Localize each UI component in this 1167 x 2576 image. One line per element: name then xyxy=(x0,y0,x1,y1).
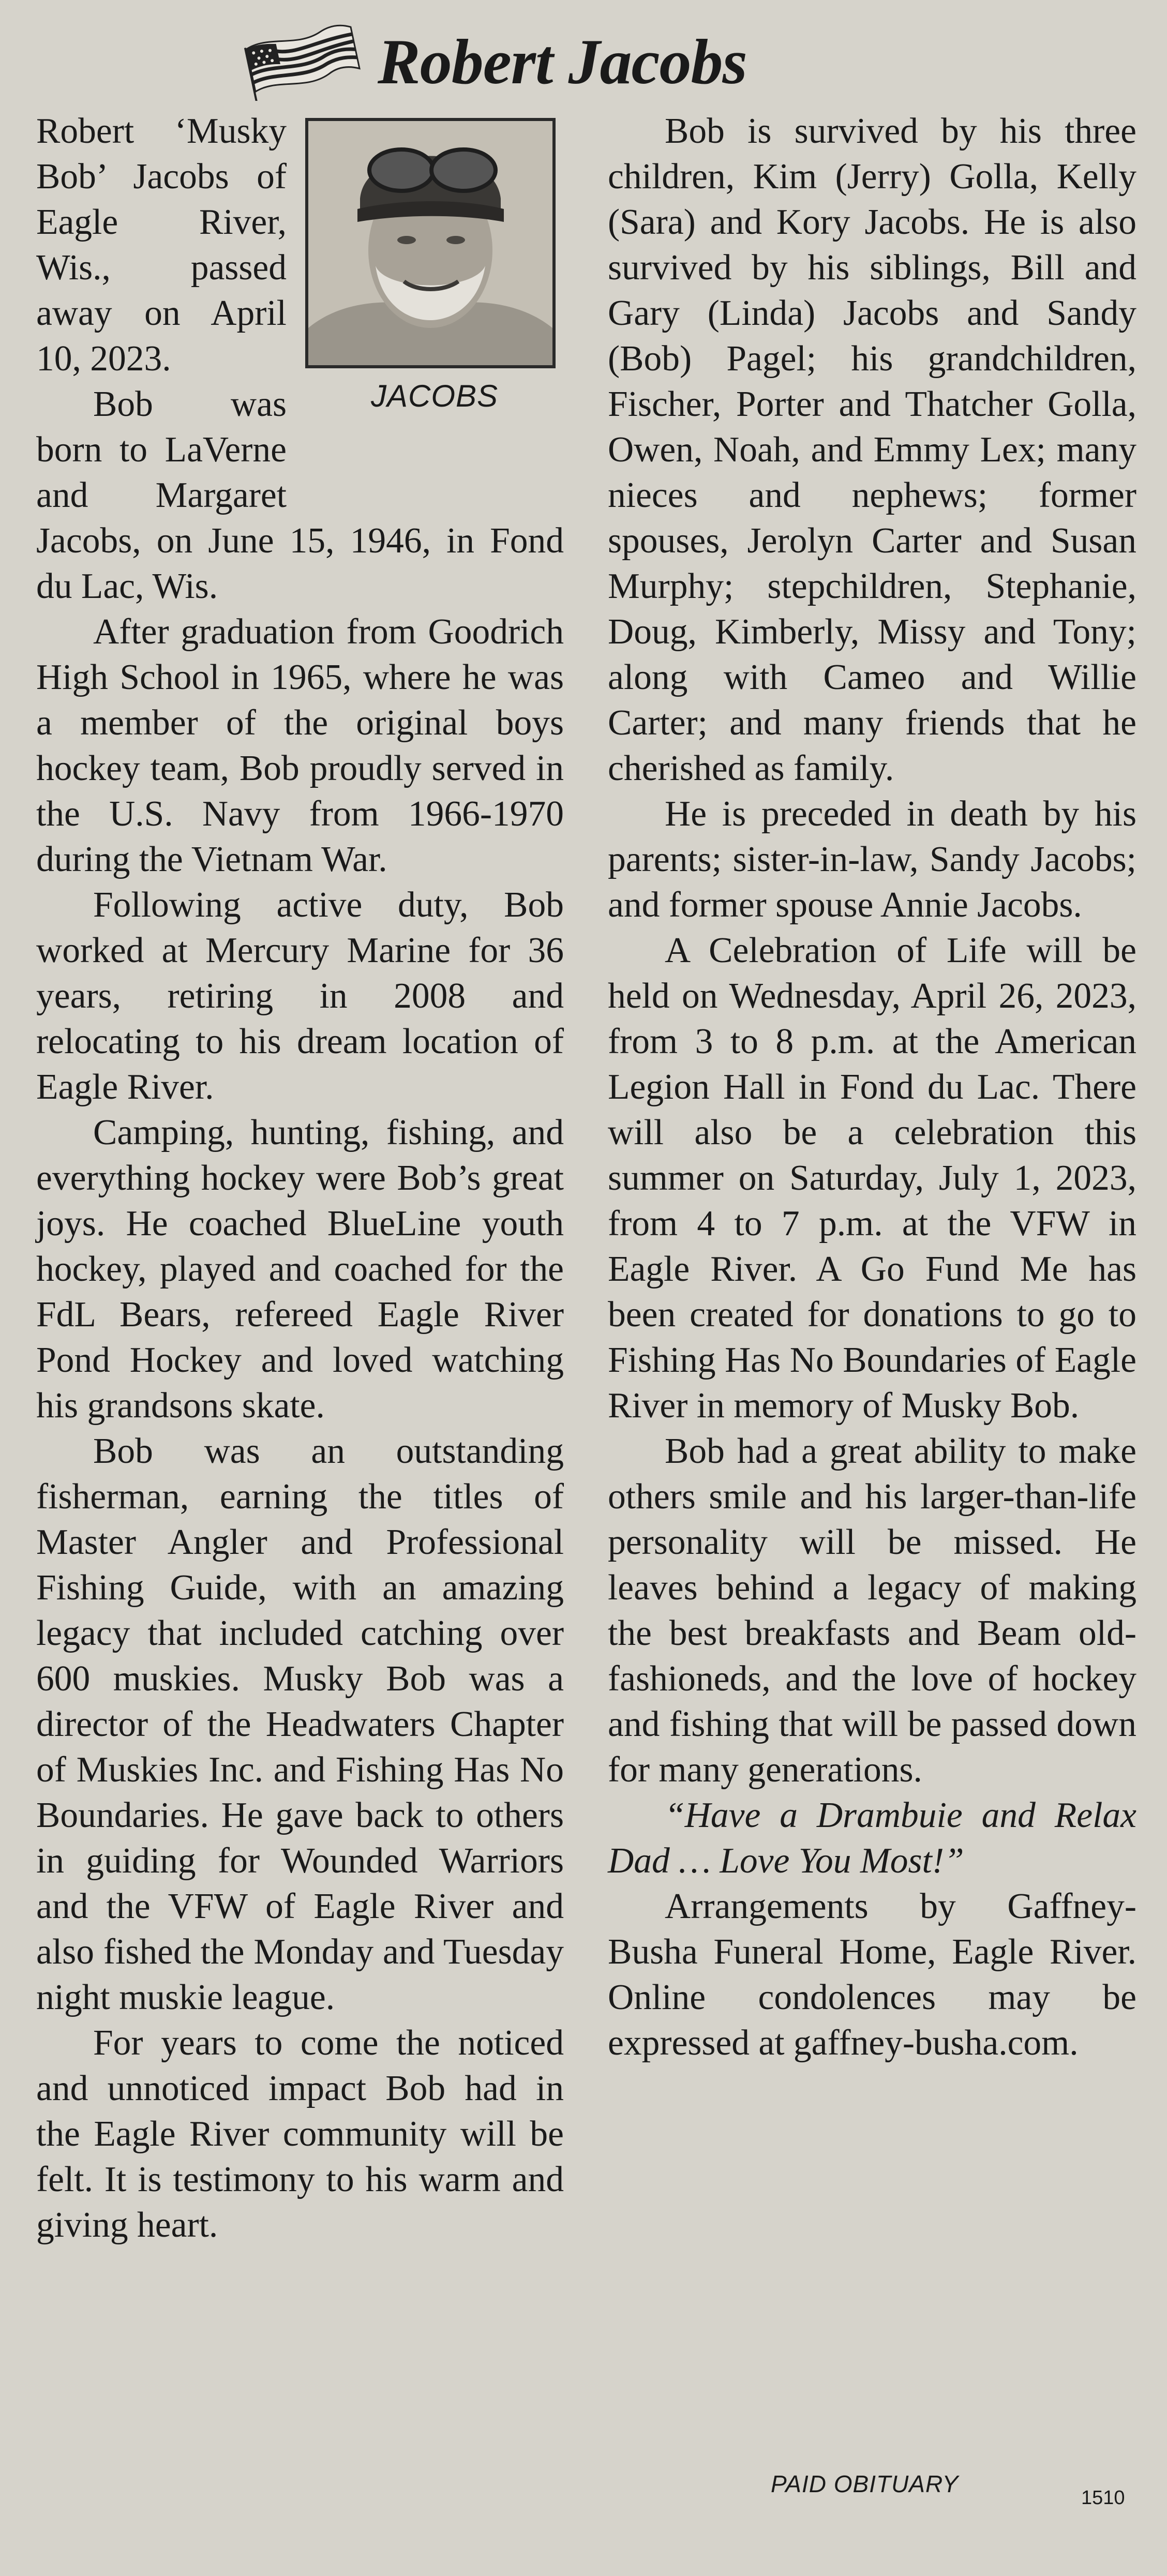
paragraph: Following active duty, Bob worked at Mercury Marine for 36 years, retiring in 2008 and relocating to his dream location of Eagle River. xyxy=(36,885,564,1107)
paragraph: For years to come the noticed and unnoticed impact Bob had in the Eagle River community will be felt. It is testimony to his warm and giving heart. xyxy=(36,2023,564,2245)
paragraph: He is preceded in death by his parents; sister-in-law, Sandy Jacobs; and former spouse Annie Jacobs. xyxy=(608,794,1136,925)
paragraph: A Celebration of Life will be held on Wednesday, April 26, 2023, from 3 to 8 p.m. at the American Legion Hall in Fond du Lac. There will also be a celebration this summer on Saturday, July 1, 2023, from 4 to 7 p.m. at the VFW in Eagle River. A Go Fund Me has been created for donations to go to Fishing Has No Boundaries of Eagle River in memory of Musky Bob. xyxy=(608,931,1136,1426)
paragraph: Robert ‘Musky Bob’ Jacobs of Eagle River, Wis., passed away on April 10, 2023. xyxy=(36,111,287,379)
left-column xyxy=(36,109,564,2248)
paragraph: Camping, hunting, fishing, and everything hockey were Bob’s great joys. He coached BlueLine youth hockey, played and coached for the FdL Bears, refereed Eagle River Pond Hockey and loved watching his grandsons skate. xyxy=(36,1113,564,1426)
right-column xyxy=(608,109,1136,2066)
paragraph: Bob had a great ability to make others smile and his larger-than-life personality will be missed. He leaves behind a legacy of making the best breakfasts and Beam old-fashioneds, and the love of hockey and fishing that will be passed down for many generations. xyxy=(608,1431,1136,1790)
paid-obituary-label: PAID OBITUARY xyxy=(771,2470,959,2497)
ad-code: 1510 xyxy=(1081,2487,1125,2509)
portrait-illustration xyxy=(308,121,552,365)
photo-caption: JACOBS xyxy=(370,379,499,413)
paragraph: Bob was an outstanding fisherman, earning the titles of Master Angler and Professional Fishing Guide, with an amazing legacy that included catching over 600 muskies. Musky Bob was a director of the Headwaters Chapter of Muskies Inc. and Fishing Has No Boundaries. He gave back to others in guiding for Wounded Warriors and the VFW of Eagle River and also fished the Monday and Tuesday night muskie league. xyxy=(36,1431,564,2017)
paragraph: Arrangements by Gaffney-Busha Funeral Home, Eagle River. Online condolences may be expressed at gaffney-busha.com. xyxy=(608,1886,1136,2063)
portrait-block xyxy=(305,118,564,501)
paragraph: Bob is survived by his three children, Kim (Jerry) Golla, Kelly (Sara) and Kory Jacobs. He is also survived by his siblings, Bill and Gary (Linda) Jacobs and Sandy (Bob) Pagel; his grandchildren, Fischer, Porter and Thatcher Golla, Owen, Noah, and Emmy Lex; many nieces and nephews; former spouses, Jerolyn Carter and Susan Murphy; stepchildren, Stephanie, Doug, Kimberly, Missy and Tony; along with Cameo and Willie Carter; and many friends that he cherished as family. xyxy=(608,111,1136,788)
paragraph: After graduation from Goodrich High School in 1965, where he was a member of the original boys hockey team, Bob proudly served in the U.S. Navy from 1966-1970 during the Vietnam War. xyxy=(36,612,564,879)
paragraph: Bob was born to LaVerne and Margaret Jacobs, on June 15, 1946, in Fond du Lac, Wis. xyxy=(36,384,564,606)
page-title: Robert Jacobs xyxy=(378,26,747,97)
obituary-header xyxy=(243,10,926,114)
closing-quote: “Have a Drambuie and Relax Dad … Love You Most!” xyxy=(608,1795,1136,1881)
portrait-photo xyxy=(305,118,556,368)
american-flag-icon xyxy=(243,23,362,101)
